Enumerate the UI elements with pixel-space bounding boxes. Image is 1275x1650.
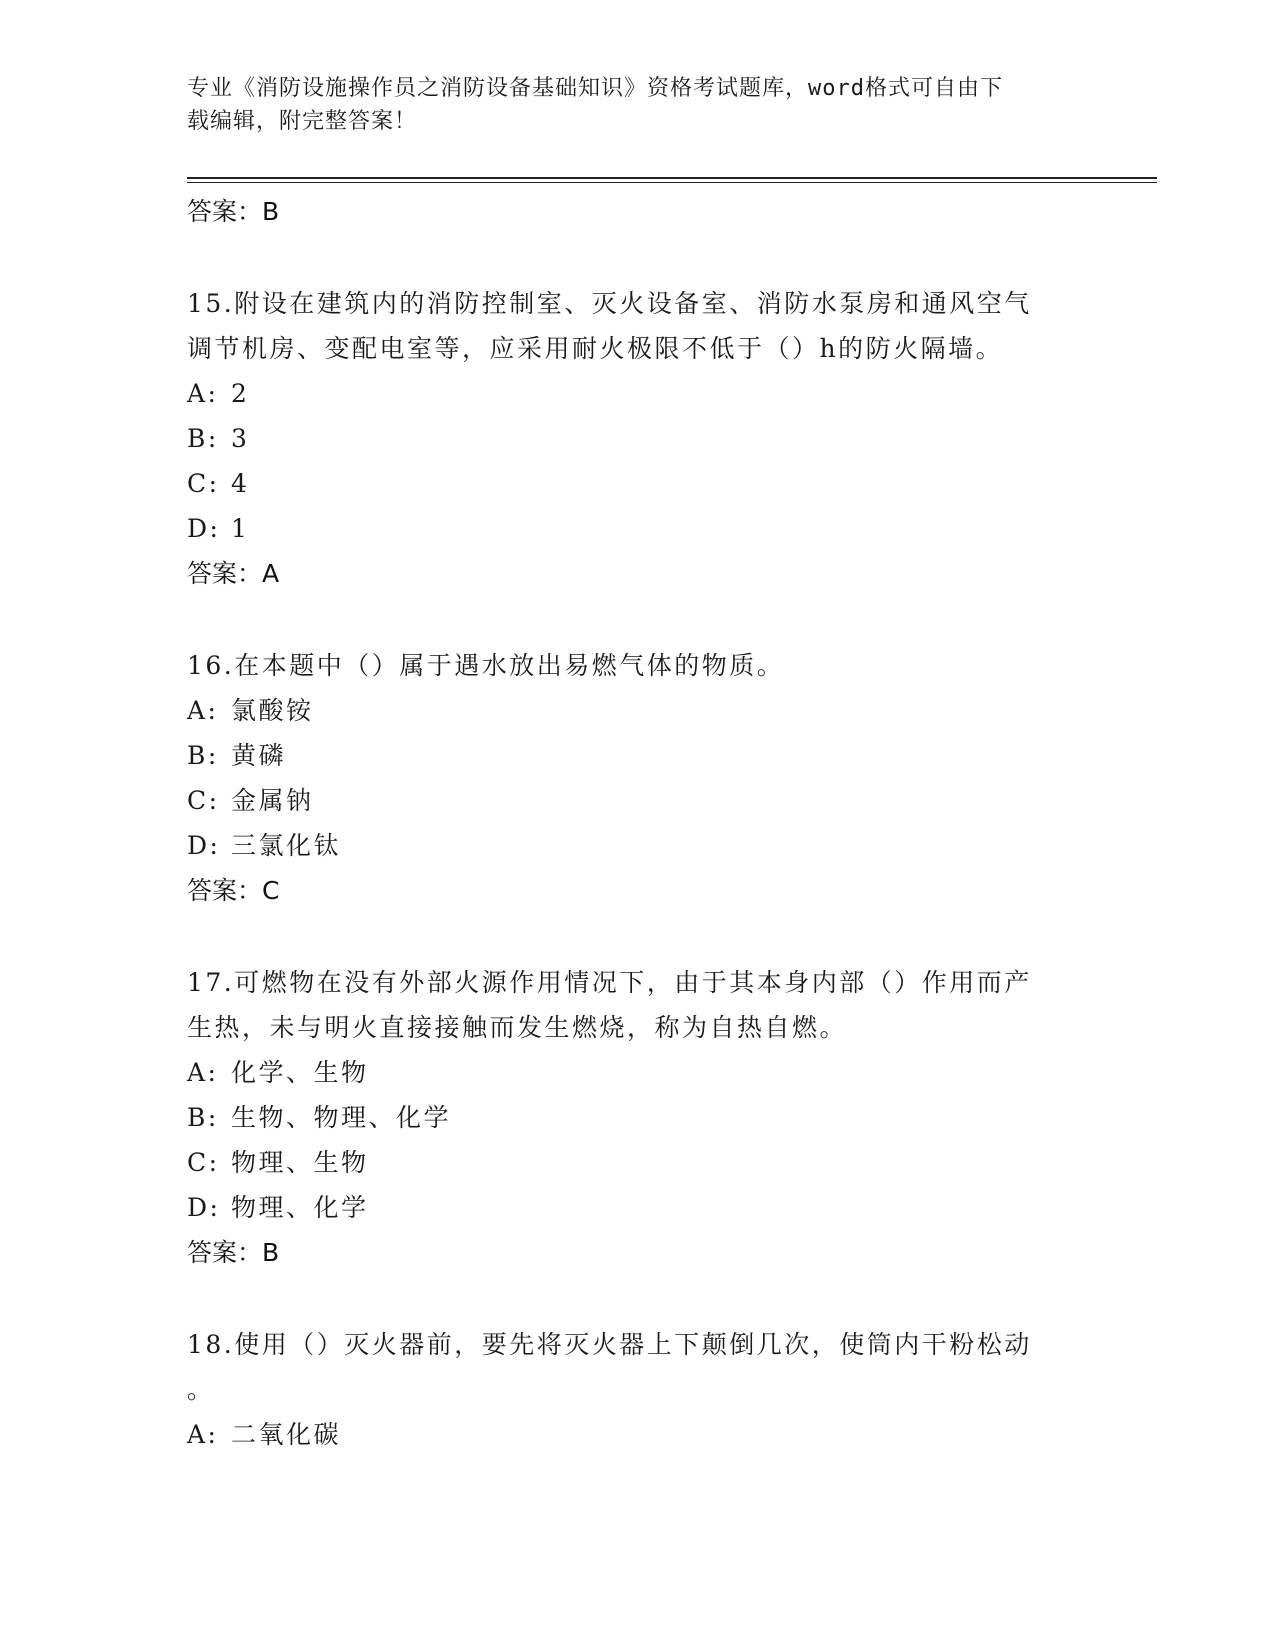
option-text: 2: [231, 379, 250, 408]
question-text: 生热，未与明火直接接触而发生燃烧，称为自热自燃。: [187, 1013, 848, 1042]
question-block: [187, 643, 1087, 913]
option-a: [187, 371, 1087, 416]
option-b: [187, 733, 1087, 778]
answer-line: 答案：B: [187, 1238, 280, 1267]
question-text: 。: [187, 1375, 215, 1404]
question-text: 15.附设在建筑内的消防控制室、灭火设备室、消防水泵房和通风空气: [187, 289, 1032, 318]
header-rule: [187, 182, 1157, 183]
option-key: B:: [187, 741, 219, 770]
question-list: [187, 189, 1087, 1457]
option-key: A:: [187, 379, 219, 408]
option-key: A:: [187, 1420, 219, 1449]
question-block: [187, 960, 1087, 1275]
option-text: 物理、化学: [231, 1193, 369, 1222]
option-text: 3: [231, 424, 250, 453]
question-block: [187, 281, 1087, 596]
option-key: C:: [187, 786, 220, 815]
option-d: [187, 506, 1087, 551]
option-a: [187, 1050, 1087, 1095]
question-text: 18.使用（）灭火器前，要先将灭火器上下颠倒几次，使筒内干粉松动: [187, 1330, 1032, 1359]
option-key: B:: [187, 424, 219, 453]
option-key: A:: [187, 1058, 219, 1087]
answer-line: 答案：C: [187, 876, 280, 905]
document-header: [187, 72, 1067, 138]
option-c: [187, 461, 1087, 506]
option-key: D:: [187, 1193, 221, 1222]
option-c: [187, 778, 1087, 823]
option-key: D:: [187, 514, 221, 543]
header-line: 载编辑，附完整答案！: [187, 109, 418, 134]
document-page: [187, 0, 1157, 1650]
option-a: [187, 1412, 1087, 1457]
option-key: C:: [187, 1148, 220, 1177]
option-c: [187, 1140, 1087, 1185]
option-text: 化学、生物: [231, 1058, 369, 1087]
option-text: 氯酸铵: [231, 696, 314, 725]
option-key: D:: [187, 831, 221, 860]
question-text: 16.在本题中（）属于遇水放出易燃气体的物质。: [187, 651, 785, 680]
question-text: 调节机房、变配电室等，应采用耐火极限不低于（）h的防火隔墙。: [187, 334, 1004, 363]
header-line: 专业《消防设施操作员之消防设备基础知识》资格考试题库，word格式可自由下: [187, 76, 1003, 101]
question-text: 17.可燃物在没有外部火源作用情况下，由于其本身内部（）作用而产: [187, 968, 1032, 997]
option-text: 金属钠: [231, 786, 314, 815]
option-text: 1: [231, 514, 250, 543]
option-text: 生物、物理、化学: [231, 1103, 452, 1132]
option-text: 二氧化碳: [231, 1420, 342, 1449]
option-b: [187, 416, 1087, 461]
option-b: [187, 1095, 1087, 1140]
header-rule: [187, 177, 1157, 179]
option-text: 4: [231, 469, 250, 498]
option-text: 黄磷: [231, 741, 287, 770]
option-a: [187, 688, 1087, 733]
option-d: [187, 1185, 1087, 1230]
option-key: A:: [187, 696, 219, 725]
option-text: 三氯化钛: [231, 831, 342, 860]
option-d: [187, 823, 1087, 868]
answer-line: 答案：B: [187, 197, 280, 226]
option-key: C:: [187, 469, 220, 498]
question-block: [187, 1322, 1087, 1457]
option-key: B:: [187, 1103, 219, 1132]
answer-line: 答案：A: [187, 559, 280, 588]
option-text: 物理、生物: [231, 1148, 369, 1177]
